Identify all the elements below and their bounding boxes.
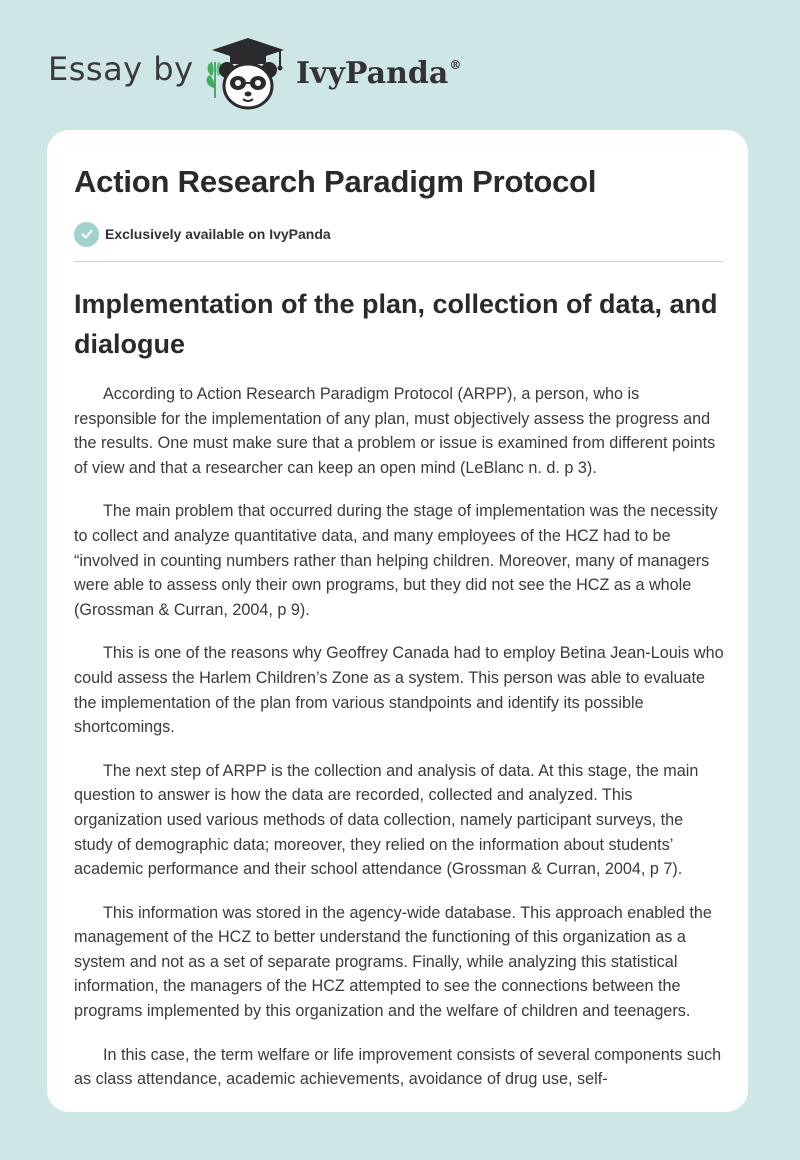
paragraph: The next step of ARPP is the collection and analysis of data. At this stage, the main question to answer is how the data are recorded, collected and analyzed. This organization used various methods of data collection, namely participant surveys, the study of demographic data; moreover, they relied on the information about students’ academic performance and their school attendance (Grossman & Curran, 2004, p 7). [74,761,699,879]
exclusive-badge [74,221,331,247]
article-body [74,382,724,1111]
paragraph: This information was stored in the agency-wide database. This approach enabled the management of the HCZ to better understand the functioning of this organization as a system and not as a set of separate programs. Finally, while analyzing this statistical information, the managers of the HCZ attempted to see the connections between the programs implemented by this organization and the welfare of children and teenagers. [74,903,712,1021]
brand-name: IvyPanda [296,56,449,91]
page-title: Action Research Paradigm Protocol [74,164,597,199]
section-heading: Implementation of the plan, collection of data, and dialogue [74,289,718,359]
registered-mark: ® [449,58,462,72]
paragraph: The main problem that occurred during the stage of implementation was the necessity to collect and analyze quantitative data, and many employees of the HCZ had to be “involved in counting numbers rather than helping children. Moreover, many of managers were able to assess only their own programs, but they did not see the HCZ as a whole (Grossman & Curran, 2004, p 9). [74,502,718,619]
panda-logo-icon[interactable] [200,32,292,112]
brand-logo-text[interactable] [296,56,461,91]
badge-label: Exclusively available on IvyPanda [105,226,331,242]
paragraph: According to Action Research Paradigm Protocol (ARPP), a person, who is responsible for the implementation of any plan, must objectively assess the progress and the results. One must make sure that a problem or issue is examined from different points of view and that a researcher can keep an open mind (LeBlanc n. d. p 3). [74,385,716,477]
check-icon [74,222,99,247]
paragraph: In this case, the term welfare or life improvement consists of several components such as class attendance, academic achievements, avoidance of drug use, self- [74,1045,722,1089]
paragraph: This is one of the reasons why Geoffrey Canada had to employ Betina Jean-Louis who could assess the Harlem Children’s Zone as a system. This person was able to evaluate the implementation of the plan from various standpoints and identify its possible shortcomings. [74,644,724,737]
essay-by-label: Essay by [48,50,194,88]
essay-card [47,130,748,1112]
site-header [0,0,800,130]
divider [74,261,723,262]
